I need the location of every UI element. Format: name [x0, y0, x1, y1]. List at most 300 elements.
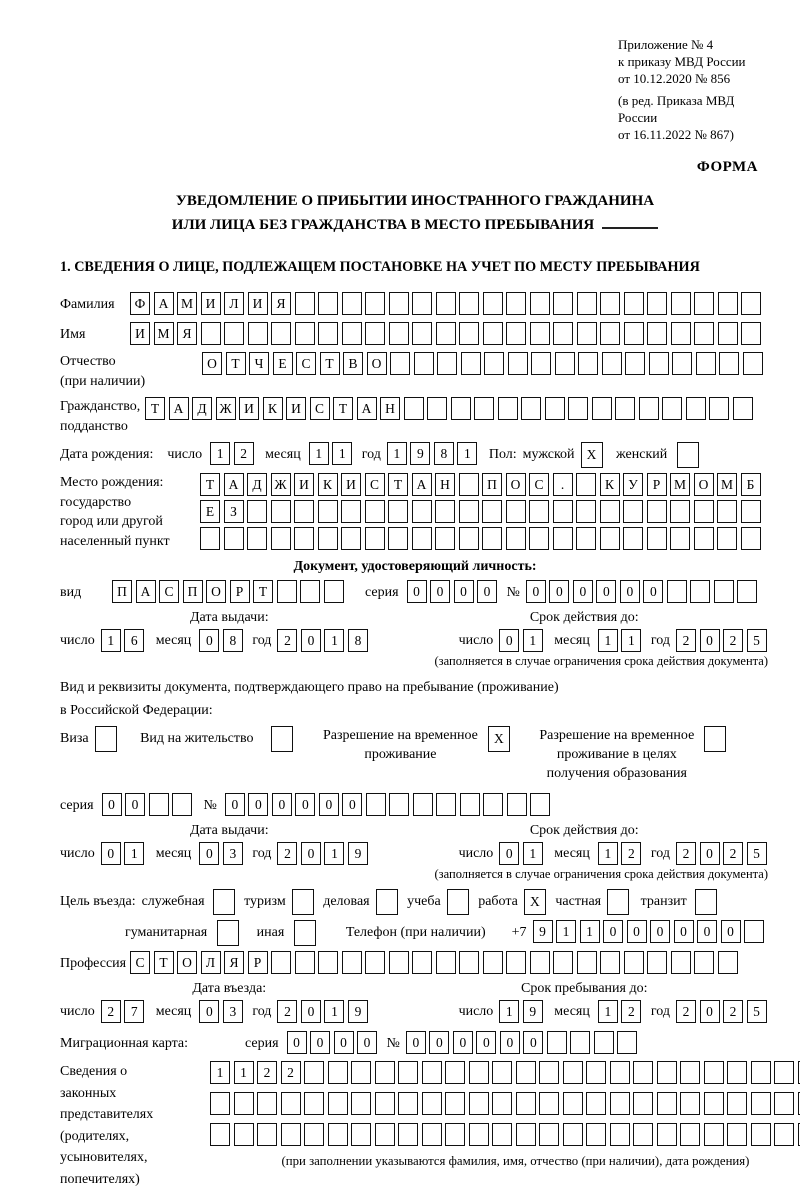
- residence-number-boxes-cell[interactable]: 0: [225, 793, 245, 816]
- patronymic-boxes-cell[interactable]: [649, 352, 669, 375]
- residence-issue-month-boxes[interactable]: [199, 842, 246, 865]
- residence-number-boxes-cell[interactable]: [507, 793, 527, 816]
- guardians-boxes-row1-cell[interactable]: [328, 1061, 348, 1084]
- birth-place-boxes-row2-cell[interactable]: З: [224, 500, 244, 523]
- citizenship-boxes-cell[interactable]: А: [169, 397, 189, 420]
- surname-boxes[interactable]: [130, 292, 765, 315]
- given-name-boxes-cell[interactable]: [530, 322, 550, 345]
- guardians-boxes-row3-cell[interactable]: [633, 1123, 653, 1146]
- doc-number-boxes-cell[interactable]: [737, 580, 757, 603]
- surname-boxes-cell[interactable]: И: [201, 292, 221, 315]
- citizenship-boxes-cell[interactable]: [709, 397, 729, 420]
- guardians-boxes-row2-cell[interactable]: [680, 1092, 700, 1115]
- guardians-boxes-row1-cell[interactable]: [445, 1061, 465, 1084]
- stay-year-boxes-cell[interactable]: 2: [676, 1000, 696, 1023]
- citizenship-boxes-cell[interactable]: [733, 397, 753, 420]
- birth-place-boxes-row1-cell[interactable]: Т: [200, 473, 220, 496]
- phone-boxes-cell[interactable]: 1: [556, 920, 576, 943]
- doc-number-boxes-cell[interactable]: 0: [643, 580, 663, 603]
- doc-number-boxes-cell[interactable]: [714, 580, 734, 603]
- phone-boxes-cell[interactable]: [744, 920, 764, 943]
- doc-kind-boxes-cell[interactable]: Т: [253, 580, 273, 603]
- given-name-boxes-cell[interactable]: [694, 322, 714, 345]
- doc-series-boxes-cell[interactable]: 0: [430, 580, 450, 603]
- citizenship-boxes-cell[interactable]: [498, 397, 518, 420]
- birth-place-boxes-row2-cell[interactable]: [435, 500, 455, 523]
- doc-series-boxes-cell[interactable]: 0: [454, 580, 474, 603]
- guardians-boxes-row3-cell[interactable]: [469, 1123, 489, 1146]
- doc-issue-day-boxes-cell[interactable]: 6: [124, 629, 144, 652]
- residence-expiry-year-boxes[interactable]: [676, 842, 770, 865]
- doc-issue-day-boxes[interactable]: [101, 629, 148, 652]
- guardians-boxes-row2-cell[interactable]: [422, 1092, 442, 1115]
- guardians-boxes-row1-cell[interactable]: [351, 1061, 371, 1084]
- guardians-boxes-row2-cell[interactable]: [469, 1092, 489, 1115]
- entry-year-boxes-cell[interactable]: 9: [348, 1000, 368, 1023]
- birth-place-boxes-row2-cell[interactable]: [623, 500, 643, 523]
- guardians-boxes-row1-cell[interactable]: 2: [281, 1061, 301, 1084]
- birth-place-boxes-row3-cell[interactable]: [224, 527, 244, 550]
- profession-boxes-cell[interactable]: [530, 951, 550, 974]
- residence-series-boxes-cell[interactable]: 0: [125, 793, 145, 816]
- birth-place-boxes-row2-cell[interactable]: [506, 500, 526, 523]
- profession-boxes-cell[interactable]: [577, 951, 597, 974]
- profession-boxes-cell[interactable]: О: [177, 951, 197, 974]
- given-name-boxes-cell[interactable]: [412, 322, 432, 345]
- doc-issue-year-boxes-cell[interactable]: 1: [324, 629, 344, 652]
- birth-place-boxes-row3-cell[interactable]: [670, 527, 690, 550]
- surname-boxes-cell[interactable]: И: [248, 292, 268, 315]
- doc-kind-boxes-cell[interactable]: Р: [230, 580, 250, 603]
- birth-year-boxes-cell[interactable]: 9: [410, 442, 430, 465]
- birth-place-boxes-row3-cell[interactable]: [459, 527, 479, 550]
- birth-place-boxes-row1-cell[interactable]: [459, 473, 479, 496]
- doc-kind-boxes-cell[interactable]: П: [183, 580, 203, 603]
- residence-issue-month-boxes-cell[interactable]: 0: [199, 842, 219, 865]
- patronymic-boxes-cell[interactable]: Ч: [249, 352, 269, 375]
- doc-issue-year-boxes-cell[interactable]: 8: [348, 629, 368, 652]
- doc-number-boxes-cell[interactable]: 0: [549, 580, 569, 603]
- doc-issue-month-boxes-cell[interactable]: 8: [223, 629, 243, 652]
- doc-expiry-year-boxes[interactable]: [676, 629, 770, 652]
- birth-place-boxes-row1[interactable]: [200, 473, 764, 496]
- given-name-boxes-cell[interactable]: [483, 322, 503, 345]
- purpose-work-checkbox[interactable]: [524, 889, 550, 915]
- doc-number-boxes-cell[interactable]: [690, 580, 710, 603]
- profession-boxes-cell[interactable]: [718, 951, 738, 974]
- profession-boxes-cell[interactable]: [671, 951, 691, 974]
- guardians-boxes-row2-cell[interactable]: [774, 1092, 794, 1115]
- surname-boxes-cell[interactable]: Л: [224, 292, 244, 315]
- doc-expiry-year-boxes-cell[interactable]: 2: [676, 629, 696, 652]
- sex-male-checkbox-cell[interactable]: X: [581, 442, 603, 468]
- guardians-boxes-row2-cell[interactable]: [328, 1092, 348, 1115]
- citizenship-boxes-cell[interactable]: [474, 397, 494, 420]
- entry-day-boxes-cell[interactable]: 2: [101, 1000, 121, 1023]
- profession-boxes-cell[interactable]: [459, 951, 479, 974]
- surname-boxes-cell[interactable]: [412, 292, 432, 315]
- patronymic-boxes-cell[interactable]: [461, 352, 481, 375]
- profession-boxes-cell[interactable]: Я: [224, 951, 244, 974]
- guardians-boxes-row3-cell[interactable]: [351, 1123, 371, 1146]
- surname-boxes-cell[interactable]: Ф: [130, 292, 150, 315]
- patronymic-boxes-cell[interactable]: [531, 352, 551, 375]
- birth-place-boxes-row3-cell[interactable]: [553, 527, 573, 550]
- guardians-boxes-row1-cell[interactable]: [469, 1061, 489, 1084]
- doc-number-boxes-cell[interactable]: [667, 580, 687, 603]
- birth-place-boxes-row3-cell[interactable]: [694, 527, 714, 550]
- birth-place-boxes-row1-cell[interactable]: И: [294, 473, 314, 496]
- birth-year-boxes-cell[interactable]: 1: [387, 442, 407, 465]
- birth-place-boxes-row3-cell[interactable]: [247, 527, 267, 550]
- profession-boxes-cell[interactable]: [506, 951, 526, 974]
- birth-place-boxes-row1-cell[interactable]: П: [482, 473, 502, 496]
- residence-expiry-month-boxes-cell[interactable]: 1: [598, 842, 618, 865]
- residence-permit-checkbox[interactable]: [271, 726, 297, 752]
- patronymic-boxes-cell[interactable]: [696, 352, 716, 375]
- guardians-boxes-row1-cell[interactable]: [398, 1061, 418, 1084]
- guardians-boxes-row3-cell[interactable]: [328, 1123, 348, 1146]
- birth-place-boxes-row3-cell[interactable]: [388, 527, 408, 550]
- guardians-boxes-row2-cell[interactable]: [586, 1092, 606, 1115]
- doc-expiry-year-boxes-cell[interactable]: 2: [723, 629, 743, 652]
- birth-place-boxes-row3-cell[interactable]: [576, 527, 596, 550]
- citizenship-boxes-cell[interactable]: [451, 397, 471, 420]
- birth-place-boxes-row2-cell[interactable]: [670, 500, 690, 523]
- residence-issue-day-boxes-cell[interactable]: 0: [101, 842, 121, 865]
- surname-boxes-cell[interactable]: [718, 292, 738, 315]
- profession-boxes-cell[interactable]: Л: [201, 951, 221, 974]
- guardians-boxes-row3-cell[interactable]: [398, 1123, 418, 1146]
- residence-number-boxes-cell[interactable]: [389, 793, 409, 816]
- residence-issue-year-boxes-cell[interactable]: 2: [277, 842, 297, 865]
- guardians-boxes-row2-cell[interactable]: [375, 1092, 395, 1115]
- residence-number-boxes-cell[interactable]: 0: [295, 793, 315, 816]
- entry-year-boxes-cell[interactable]: 1: [324, 1000, 344, 1023]
- purpose-humanitarian-checkbox-cell[interactable]: [217, 920, 239, 946]
- citizenship-boxes-cell[interactable]: [545, 397, 565, 420]
- birth-place-boxes-row1-cell[interactable]: С: [365, 473, 385, 496]
- birth-place-boxes-row3-cell[interactable]: [365, 527, 385, 550]
- citizenship-boxes-cell[interactable]: И: [286, 397, 306, 420]
- birth-place-boxes-row3-cell[interactable]: [294, 527, 314, 550]
- birth-place-boxes-row3-cell[interactable]: [647, 527, 667, 550]
- stay-month-boxes-cell[interactable]: 1: [598, 1000, 618, 1023]
- citizenship-boxes-cell[interactable]: Т: [333, 397, 353, 420]
- surname-boxes-cell[interactable]: [694, 292, 714, 315]
- phone-boxes-cell[interactable]: 0: [721, 920, 741, 943]
- patronymic-boxes-cell[interactable]: [719, 352, 739, 375]
- guardians-boxes-row2-cell[interactable]: [727, 1092, 747, 1115]
- given-name-boxes-cell[interactable]: [671, 322, 691, 345]
- purpose-official-checkbox[interactable]: [213, 889, 239, 915]
- residence-issue-year-boxes-cell[interactable]: 0: [301, 842, 321, 865]
- purpose-tourism-checkbox-cell[interactable]: [292, 889, 314, 915]
- temp-residence-checkbox[interactable]: [488, 726, 514, 752]
- guardians-boxes-row3-cell[interactable]: [422, 1123, 442, 1146]
- stay-year-boxes-cell[interactable]: 5: [747, 1000, 767, 1023]
- stay-day-boxes-cell[interactable]: 9: [523, 1000, 543, 1023]
- doc-issue-year-boxes-cell[interactable]: 0: [301, 629, 321, 652]
- doc-expiry-day-boxes-cell[interactable]: 0: [499, 629, 519, 652]
- birth-place-boxes-row1-cell[interactable]: М: [670, 473, 690, 496]
- residence-issue-year-boxes-cell[interactable]: 1: [324, 842, 344, 865]
- guardians-boxes-row1-cell[interactable]: [375, 1061, 395, 1084]
- citizenship-boxes-cell[interactable]: К: [263, 397, 283, 420]
- birth-year-boxes-cell[interactable]: 8: [434, 442, 454, 465]
- surname-boxes-cell[interactable]: Я: [271, 292, 291, 315]
- residence-expiry-month-boxes-cell[interactable]: 2: [621, 842, 641, 865]
- given-name-boxes-cell[interactable]: [506, 322, 526, 345]
- stay-month-boxes-cell[interactable]: 2: [621, 1000, 641, 1023]
- doc-number-boxes-cell[interactable]: 0: [526, 580, 546, 603]
- purpose-business-checkbox-cell[interactable]: [376, 889, 398, 915]
- visa-checkbox[interactable]: [95, 726, 121, 752]
- birth-day-boxes-cell[interactable]: 1: [210, 442, 230, 465]
- birth-place-boxes-row3-cell[interactable]: [529, 527, 549, 550]
- birth-place-boxes-row3-cell[interactable]: [412, 527, 432, 550]
- residence-series-boxes-cell[interactable]: 0: [102, 793, 122, 816]
- doc-issue-month-boxes-cell[interactable]: 0: [199, 629, 219, 652]
- migration-number-boxes-cell[interactable]: 0: [500, 1031, 520, 1054]
- profession-boxes-cell[interactable]: [365, 951, 385, 974]
- citizenship-boxes-cell[interactable]: [404, 397, 424, 420]
- residence-number-boxes-cell[interactable]: 0: [342, 793, 362, 816]
- birth-place-boxes-row1-cell[interactable]: М: [717, 473, 737, 496]
- guardians-boxes-row2-cell[interactable]: [257, 1092, 277, 1115]
- birth-place-boxes-row3-cell[interactable]: [271, 527, 291, 550]
- migration-series-boxes-cell[interactable]: 0: [357, 1031, 377, 1054]
- surname-boxes-cell[interactable]: [647, 292, 667, 315]
- birth-place-boxes-row2-cell[interactable]: Е: [200, 500, 220, 523]
- residence-series-boxes-cell[interactable]: [149, 793, 169, 816]
- citizenship-boxes-cell[interactable]: [615, 397, 635, 420]
- surname-boxes-cell[interactable]: [365, 292, 385, 315]
- entry-day-boxes-cell[interactable]: 7: [124, 1000, 144, 1023]
- citizenship-boxes-cell[interactable]: [427, 397, 447, 420]
- residence-expiry-year-boxes-cell[interactable]: 2: [676, 842, 696, 865]
- guardians-boxes-row2-cell[interactable]: [234, 1092, 254, 1115]
- guardians-boxes-row1-cell[interactable]: 2: [257, 1061, 277, 1084]
- entry-year-boxes-cell[interactable]: 0: [301, 1000, 321, 1023]
- given-name-boxes-cell[interactable]: [342, 322, 362, 345]
- stay-day-boxes-cell[interactable]: 1: [499, 1000, 519, 1023]
- phone-boxes-cell[interactable]: 0: [627, 920, 647, 943]
- birth-place-boxes-row1-cell[interactable]: И: [341, 473, 361, 496]
- birth-place-boxes-row3-cell[interactable]: [482, 527, 502, 550]
- guardians-boxes-row1-cell[interactable]: 1: [210, 1061, 230, 1084]
- guardians-boxes-row1-cell[interactable]: [727, 1061, 747, 1084]
- surname-boxes-cell[interactable]: [318, 292, 338, 315]
- citizenship-boxes-cell[interactable]: С: [310, 397, 330, 420]
- entry-year-boxes[interactable]: [277, 1000, 371, 1023]
- purpose-humanitarian-checkbox[interactable]: [217, 920, 243, 946]
- birth-place-boxes-row1-cell[interactable]: С: [529, 473, 549, 496]
- birth-year-boxes-cell[interactable]: 1: [457, 442, 477, 465]
- doc-kind-boxes-cell[interactable]: [324, 580, 344, 603]
- guardians-boxes-row1-cell[interactable]: [422, 1061, 442, 1084]
- residence-number-boxes-cell[interactable]: [436, 793, 456, 816]
- birth-month-boxes[interactable]: [309, 442, 356, 465]
- migration-number-boxes-cell[interactable]: 0: [453, 1031, 473, 1054]
- patronymic-boxes-cell[interactable]: [743, 352, 763, 375]
- given-name-boxes-cell[interactable]: [248, 322, 268, 345]
- surname-boxes-cell[interactable]: М: [177, 292, 197, 315]
- profession-boxes-cell[interactable]: [436, 951, 456, 974]
- given-name-boxes[interactable]: [130, 322, 765, 345]
- surname-boxes-cell[interactable]: [577, 292, 597, 315]
- guardians-boxes-row2-cell[interactable]: [516, 1092, 536, 1115]
- guardians-boxes-row2-cell[interactable]: [657, 1092, 677, 1115]
- birth-place-boxes-row2-cell[interactable]: [412, 500, 432, 523]
- migration-number-boxes-cell[interactable]: [547, 1031, 567, 1054]
- migration-series-boxes-cell[interactable]: 0: [310, 1031, 330, 1054]
- profession-boxes-cell[interactable]: Т: [154, 951, 174, 974]
- sex-female-checkbox-cell[interactable]: [677, 442, 699, 468]
- guardians-boxes-row3-cell[interactable]: [586, 1123, 606, 1146]
- citizenship-boxes-cell[interactable]: [662, 397, 682, 420]
- birth-place-boxes-row2-cell[interactable]: [247, 500, 267, 523]
- residence-expiry-year-boxes-cell[interactable]: 5: [747, 842, 767, 865]
- migration-number-boxes-cell[interactable]: 0: [429, 1031, 449, 1054]
- guardians-boxes-row1-cell[interactable]: [751, 1061, 771, 1084]
- birth-place-boxes-row2-cell[interactable]: [694, 500, 714, 523]
- temp-residence-education-checkbox[interactable]: [704, 726, 730, 752]
- guardians-boxes-row2-cell[interactable]: [751, 1092, 771, 1115]
- residence-number-boxes-cell[interactable]: [366, 793, 386, 816]
- doc-number-boxes-cell[interactable]: 0: [596, 580, 616, 603]
- birth-place-boxes-row1-cell[interactable]: Б: [741, 473, 761, 496]
- birth-place-boxes-row1-cell[interactable]: .: [553, 473, 573, 496]
- patronymic-boxes-cell[interactable]: Т: [226, 352, 246, 375]
- patronymic-boxes-cell[interactable]: [390, 352, 410, 375]
- phone-boxes-cell[interactable]: 0: [697, 920, 717, 943]
- birth-place-boxes-row1-cell[interactable]: А: [412, 473, 432, 496]
- visa-checkbox-cell[interactable]: [95, 726, 117, 752]
- residence-number-boxes-cell[interactable]: [530, 793, 550, 816]
- guardians-boxes-row1-cell[interactable]: [704, 1061, 724, 1084]
- birth-place-boxes-row1-cell[interactable]: [576, 473, 596, 496]
- given-name-boxes-cell[interactable]: [224, 322, 244, 345]
- citizenship-boxes-cell[interactable]: [639, 397, 659, 420]
- surname-boxes-cell[interactable]: [741, 292, 761, 315]
- sex-male-checkbox[interactable]: [581, 442, 607, 468]
- entry-year-boxes-cell[interactable]: 2: [277, 1000, 297, 1023]
- birth-place-boxes-row3-cell[interactable]: [435, 527, 455, 550]
- residence-issue-day-boxes-cell[interactable]: 1: [124, 842, 144, 865]
- profession-boxes-cell[interactable]: [271, 951, 291, 974]
- purpose-transit-checkbox-cell[interactable]: [695, 889, 717, 915]
- guardians-boxes-row1-cell[interactable]: [304, 1061, 324, 1084]
- residence-issue-month-boxes-cell[interactable]: 3: [223, 842, 243, 865]
- patronymic-boxes-cell[interactable]: О: [202, 352, 222, 375]
- phone-boxes-cell[interactable]: 0: [674, 920, 694, 943]
- profession-boxes[interactable]: [130, 951, 741, 974]
- residence-expiry-month-boxes[interactable]: [598, 842, 645, 865]
- birth-place-boxes-row2-cell[interactable]: [600, 500, 620, 523]
- guardians-boxes-row3-cell[interactable]: [445, 1123, 465, 1146]
- birth-place-boxes-row2[interactable]: [200, 500, 764, 523]
- guardians-boxes-row3-cell[interactable]: [539, 1123, 559, 1146]
- birth-place-boxes-row2-cell[interactable]: [459, 500, 479, 523]
- birth-day-boxes[interactable]: [210, 442, 257, 465]
- given-name-boxes-cell[interactable]: [295, 322, 315, 345]
- phone-boxes[interactable]: [533, 920, 768, 943]
- residence-expiry-year-boxes-cell[interactable]: 0: [700, 842, 720, 865]
- guardians-boxes-row3-cell[interactable]: [281, 1123, 301, 1146]
- birth-place-boxes-row1-cell[interactable]: А: [224, 473, 244, 496]
- patronymic-boxes-cell[interactable]: Е: [273, 352, 293, 375]
- guardians-boxes-row2-cell[interactable]: [633, 1092, 653, 1115]
- surname-boxes-cell[interactable]: [624, 292, 644, 315]
- profession-boxes-cell[interactable]: С: [130, 951, 150, 974]
- citizenship-boxes-cell[interactable]: А: [357, 397, 377, 420]
- patronymic-boxes-cell[interactable]: О: [367, 352, 387, 375]
- residence-number-boxes-cell[interactable]: 0: [248, 793, 268, 816]
- birth-place-boxes-row2-cell[interactable]: [294, 500, 314, 523]
- guardians-boxes-row3-cell[interactable]: [751, 1123, 771, 1146]
- migration-number-boxes-cell[interactable]: [594, 1031, 614, 1054]
- birth-place-boxes-row2-cell[interactable]: [576, 500, 596, 523]
- surname-boxes-cell[interactable]: [436, 292, 456, 315]
- guardians-boxes-row3-cell[interactable]: [234, 1123, 254, 1146]
- birth-place-boxes-row3-cell[interactable]: [200, 527, 220, 550]
- doc-kind-boxes-cell[interactable]: [300, 580, 320, 603]
- sex-female-checkbox[interactable]: [677, 442, 703, 468]
- birth-place-boxes-row3-cell[interactable]: [623, 527, 643, 550]
- doc-expiry-year-boxes-cell[interactable]: 0: [700, 629, 720, 652]
- purpose-study-checkbox[interactable]: [447, 889, 473, 915]
- given-name-boxes-cell[interactable]: [436, 322, 456, 345]
- birth-place-boxes-row1-cell[interactable]: Ж: [271, 473, 291, 496]
- birth-place-boxes-row3[interactable]: [200, 527, 764, 550]
- migration-number-boxes-cell[interactable]: [570, 1031, 590, 1054]
- citizenship-boxes-cell[interactable]: Н: [380, 397, 400, 420]
- doc-kind-boxes[interactable]: [112, 580, 347, 603]
- birth-place-boxes-row2-cell[interactable]: [553, 500, 573, 523]
- guardians-boxes-row1-cell[interactable]: [539, 1061, 559, 1084]
- purpose-private-checkbox[interactable]: [607, 889, 633, 915]
- birth-place-boxes-row1-cell[interactable]: Д: [247, 473, 267, 496]
- purpose-official-checkbox-cell[interactable]: [213, 889, 235, 915]
- guardians-boxes-row3-cell[interactable]: [610, 1123, 630, 1146]
- birth-place-boxes-row2-cell[interactable]: [717, 500, 737, 523]
- patronymic-boxes-cell[interactable]: Т: [320, 352, 340, 375]
- doc-number-boxes-cell[interactable]: 0: [620, 580, 640, 603]
- migration-number-boxes[interactable]: [406, 1031, 641, 1054]
- birth-place-boxes-row1-cell[interactable]: Р: [647, 473, 667, 496]
- migration-number-boxes-cell[interactable]: [617, 1031, 637, 1054]
- birth-place-boxes-row1-cell[interactable]: Т: [388, 473, 408, 496]
- citizenship-boxes-cell[interactable]: [686, 397, 706, 420]
- birth-place-boxes-row3-cell[interactable]: [341, 527, 361, 550]
- patronymic-boxes-cell[interactable]: [437, 352, 457, 375]
- surname-boxes-cell[interactable]: [671, 292, 691, 315]
- given-name-boxes-cell[interactable]: Я: [177, 322, 197, 345]
- guardians-boxes-row2-cell[interactable]: [351, 1092, 371, 1115]
- guardians-boxes-row3[interactable]: [210, 1123, 800, 1146]
- birth-place-boxes-row2-cell[interactable]: [318, 500, 338, 523]
- profession-boxes-cell[interactable]: [342, 951, 362, 974]
- given-name-boxes-cell[interactable]: [647, 322, 667, 345]
- doc-kind-boxes-cell[interactable]: [277, 580, 297, 603]
- birth-place-boxes-row3-cell[interactable]: [717, 527, 737, 550]
- citizenship-boxes-cell[interactable]: Т: [145, 397, 165, 420]
- migration-number-boxes-cell[interactable]: 0: [406, 1031, 426, 1054]
- guardians-boxes-row3-cell[interactable]: [774, 1123, 794, 1146]
- guardians-boxes-row1-cell[interactable]: [633, 1061, 653, 1084]
- migration-series-boxes-cell[interactable]: 0: [287, 1031, 307, 1054]
